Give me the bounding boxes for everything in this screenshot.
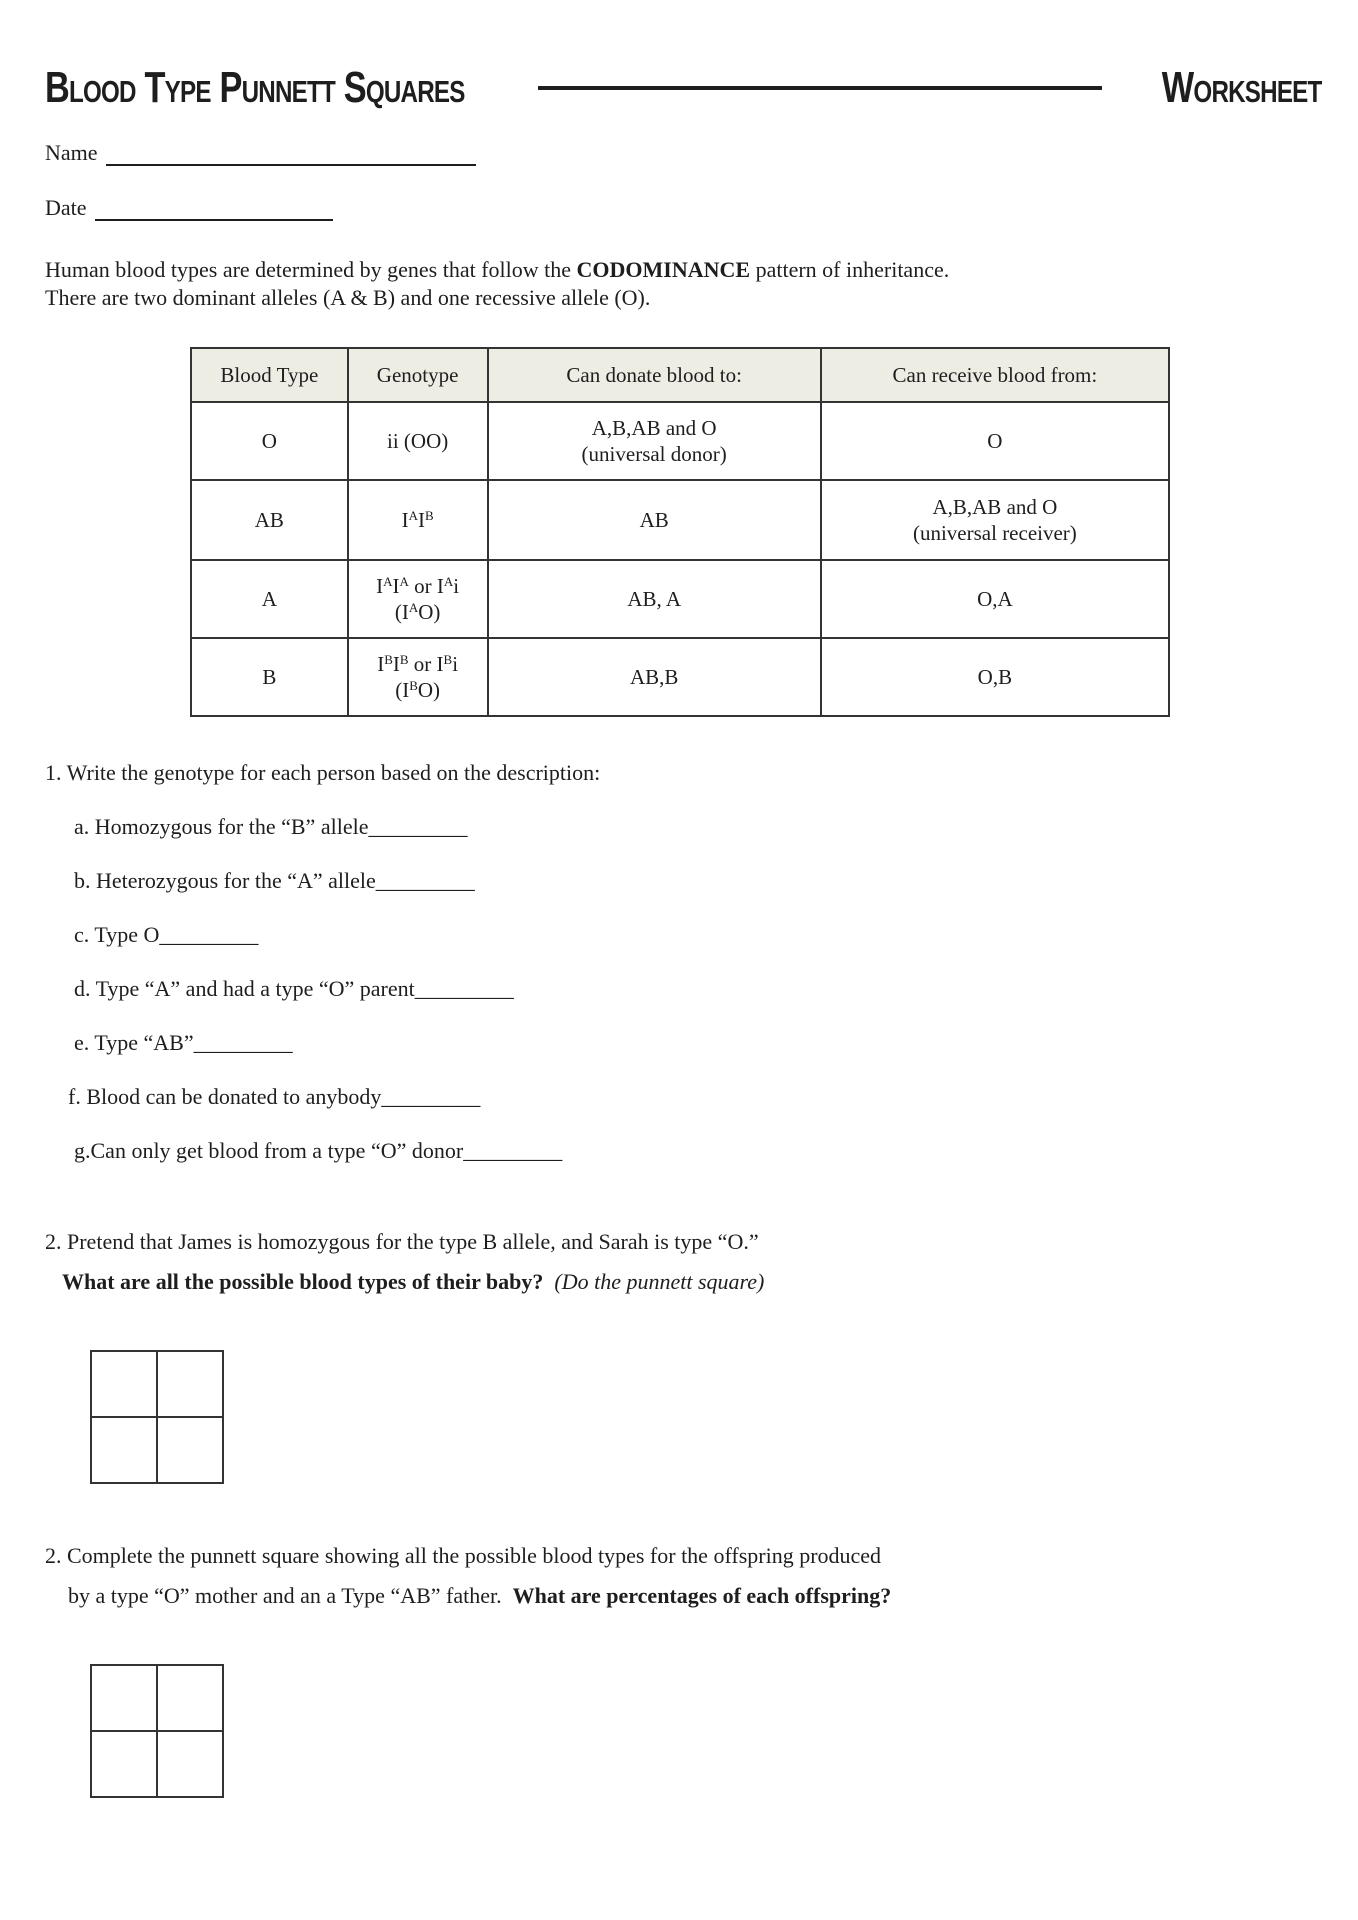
cell-donate-line: A,B,AB and O	[591, 416, 717, 440]
question-1c[interactable]: c. Type O_________	[74, 922, 259, 947]
cell-genotype: $I^AI^A$ or $I^Ai$ $(I^AO)$	[348, 560, 488, 638]
punnett-square-2[interactable]	[90, 1664, 224, 1798]
intro-text: Human blood types are determined by genes that follow the	[45, 257, 577, 282]
cell-donate	[488, 402, 821, 480]
cell-receive	[821, 480, 1169, 560]
cell-donate: AB, A	[488, 560, 821, 638]
punnett-cell[interactable]	[157, 1731, 223, 1797]
question-1e[interactable]: e. Type “AB”_________	[74, 1030, 293, 1055]
cell-type: B	[191, 638, 348, 716]
question-2-text: 2. Pretend that James is homozygous for the type B allele, and Sarah is type “O.”	[45, 1229, 759, 1254]
codominance-term: CODOMINANCE	[576, 257, 751, 282]
cell-donate: AB	[488, 480, 821, 560]
cell-genotype: ii (OO)	[348, 402, 488, 480]
intro-text-end: pattern of inheritance.	[750, 257, 950, 282]
cell-genotype: $I^BI^B$ or $I^Bi$ $(I^BO)$	[348, 638, 488, 716]
punnett-cell[interactable]	[157, 1665, 223, 1731]
cell-type: O	[191, 402, 348, 480]
page-header	[45, 58, 1322, 118]
date-label: Date	[45, 195, 87, 220]
intro-line-2: There are two dominant alleles (A & B) and one recessive allele (O).	[45, 285, 651, 310]
name-label: Name	[45, 140, 98, 165]
table-row	[191, 638, 1169, 716]
cell-donate-note: (universal donor)	[581, 442, 727, 466]
question-1f[interactable]: f. Blood can be donated to anybody_________	[68, 1084, 481, 1109]
question-2-hint: (Do the punnett square)	[554, 1269, 765, 1294]
table-row	[191, 480, 1169, 560]
cell-donate: AB,B	[488, 638, 821, 716]
question-3-line2: by a type “O” mother and an a Type “AB” father.	[68, 1583, 502, 1608]
blood-type-table	[190, 347, 1170, 717]
name-blank[interactable]	[106, 144, 476, 166]
header-receive: Can receive blood from:	[821, 348, 1169, 402]
cell-receive: O,B	[821, 638, 1169, 716]
cell-receive-note: (universal receiver)	[912, 521, 1077, 545]
punnett-cell[interactable]	[91, 1665, 157, 1731]
worksheet-label: Worksheet	[1161, 63, 1322, 112]
table-header-row	[191, 348, 1169, 402]
question-3-ask	[68, 1583, 891, 1609]
page-title: Blood Type Punnett Squares	[45, 63, 465, 112]
name-field	[45, 140, 476, 166]
header-rule	[538, 86, 1102, 90]
header-genotype: Genotype	[348, 348, 488, 402]
question-3-bold: What are percentages of each offspring?	[512, 1583, 892, 1608]
question-2-bold: What are all the possible blood types of their baby?	[62, 1269, 544, 1294]
cell-type: AB	[191, 480, 348, 560]
cell-receive: O	[821, 402, 1169, 480]
question-1g[interactable]: g.Can only get blood from a type “O” donor_________	[74, 1138, 563, 1163]
question-1a[interactable]: a. Homozygous for the “B” allele_________	[74, 814, 468, 839]
question-2-ask	[62, 1269, 764, 1295]
table-row	[191, 402, 1169, 480]
punnett-cell[interactable]	[91, 1351, 157, 1417]
punnett-square-1[interactable]	[90, 1350, 224, 1484]
punnett-cell[interactable]	[157, 1417, 223, 1483]
question-1d[interactable]: d. Type “A” and had a type “O” parent_________	[74, 976, 514, 1001]
table-row	[191, 560, 1169, 638]
question-3-text: 2. Complete the punnett square showing all the possible blood types for the offspring produced	[45, 1543, 882, 1568]
punnett-cell[interactable]	[157, 1351, 223, 1417]
punnett-cell[interactable]	[91, 1417, 157, 1483]
header-blood-type: Blood Type	[191, 348, 348, 402]
date-field	[45, 195, 333, 221]
cell-receive-line: A,B,AB and O	[932, 495, 1058, 519]
question-1b[interactable]: b. Heterozygous for the “A” allele_________	[74, 868, 475, 893]
question-1-prompt: 1. Write the genotype for each person based on the description:	[45, 760, 601, 785]
punnett-cell[interactable]	[91, 1731, 157, 1797]
cell-receive: O,A	[821, 560, 1169, 638]
header-donate: Can donate blood to:	[488, 348, 821, 402]
cell-genotype: $I^AI^B$	[348, 480, 488, 560]
cell-type: A	[191, 560, 348, 638]
date-blank[interactable]	[95, 199, 333, 221]
intro-paragraph	[45, 256, 949, 312]
